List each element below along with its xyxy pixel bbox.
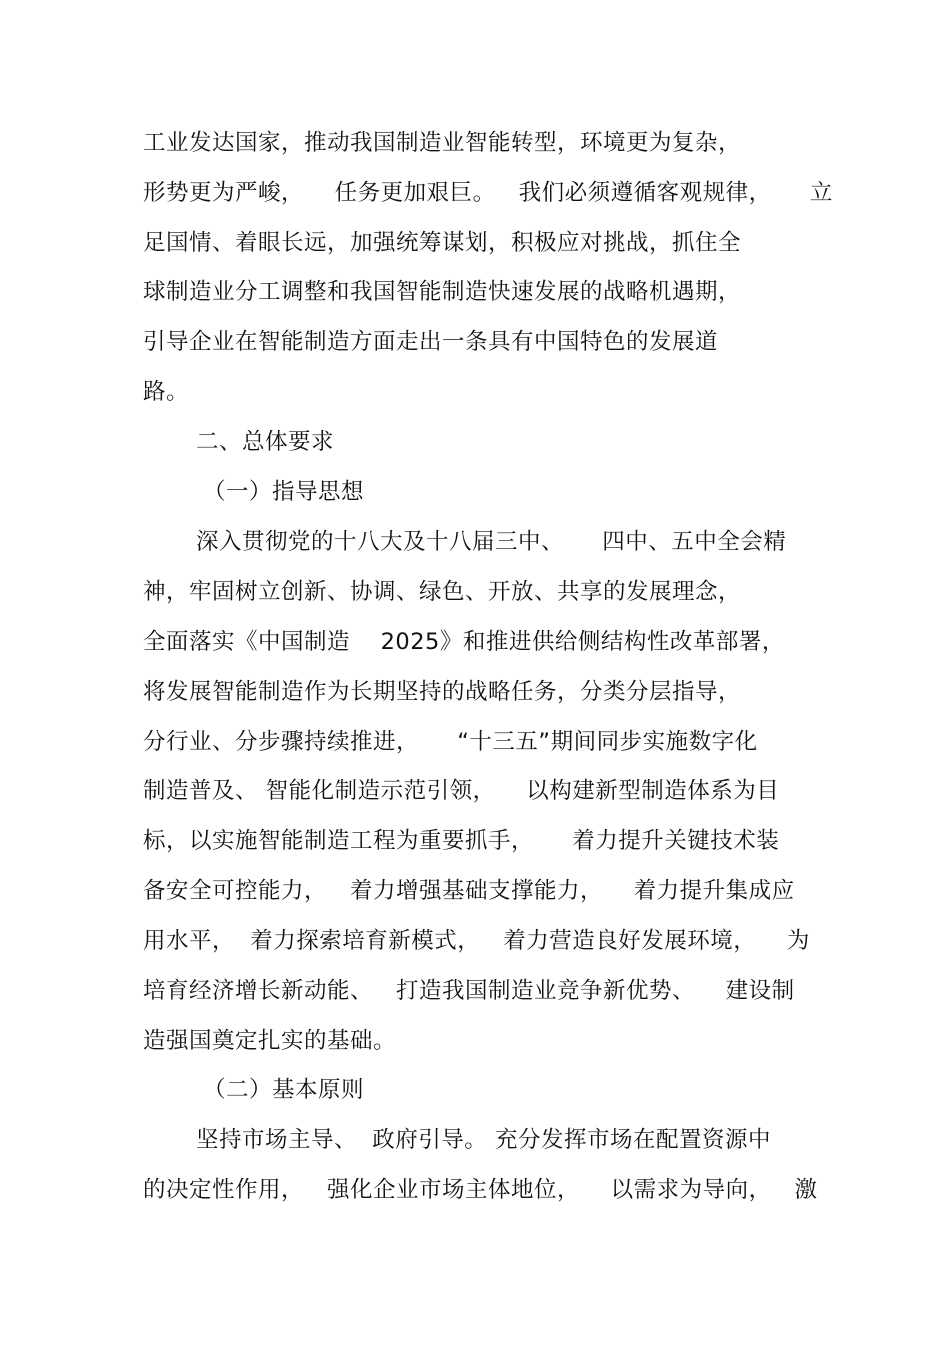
- paragraph-line: 将发展智能制造作为长期坚持的战略任务，分类分层指导，: [143, 679, 742, 705]
- paragraph-line: 的决定性作用， 强化企业市场主体地位， 以需求为导向， 激: [143, 1177, 818, 1203]
- paragraph-line: 分行业、分步骤持续推进， “十三五”期间同步实施数字化: [143, 729, 758, 755]
- paragraph-line: 用水平， 着力探索培育新模式， 着力营造良好发展环境， 为: [143, 928, 810, 954]
- paragraph-line: 培育经济增长新动能、 打造我国制造业竞争新优势、 建设制: [143, 978, 795, 1004]
- subsection-heading: （一）指导思想: [203, 479, 365, 505]
- paragraph-line: 引导企业在智能制造方面走出一条具有中国特色的发展道: [143, 329, 719, 355]
- paragraph-line: 工业发达国家，推动我国制造业智能转型，环境更为复杂，: [143, 130, 742, 156]
- paragraph-line: 足国情、着眼长远，加强统筹谋划，积极应对挑战，抓住全: [143, 230, 742, 256]
- paragraph-line: 路。: [143, 379, 190, 405]
- paragraph-line: 制造普及、 智能化制造示范引领， 以构建新型制造体系为目: [143, 778, 780, 804]
- paragraph-line: 深入贯彻党的十八大及十八届三中、 四中、五中全会精: [196, 529, 787, 555]
- paragraph-line: 神，牢固树立创新、协调、绿色、开放、共享的发展理念，: [143, 579, 742, 605]
- subsection-heading: （二）基本原则: [203, 1077, 365, 1103]
- paragraph-line: 球制造业分工调整和我国智能制造快速发展的战略机遇期，: [143, 279, 742, 305]
- paragraph-line: 形势更为严峻， 任务更加艰巨。 我们必须遵循客观规律， 立: [143, 180, 833, 206]
- paragraph-line: 坚持市场主导、 政府引导。 充分发挥市场在配置资源中: [196, 1127, 771, 1153]
- paragraph-line: 造强国奠定扎实的基础。: [143, 1028, 397, 1054]
- paragraph-line: 全面落实《中国制造 2025》和推进供给侧结构性改革部署，: [143, 629, 785, 655]
- paragraph-line: 标，以实施智能制造工程为重要抓手， 着力提升关键技术装: [143, 828, 780, 854]
- section-heading: 二、总体要求: [196, 429, 335, 455]
- paragraph-line: 备安全可控能力， 着力增强基础支撑能力， 着力提升集成应: [143, 878, 795, 904]
